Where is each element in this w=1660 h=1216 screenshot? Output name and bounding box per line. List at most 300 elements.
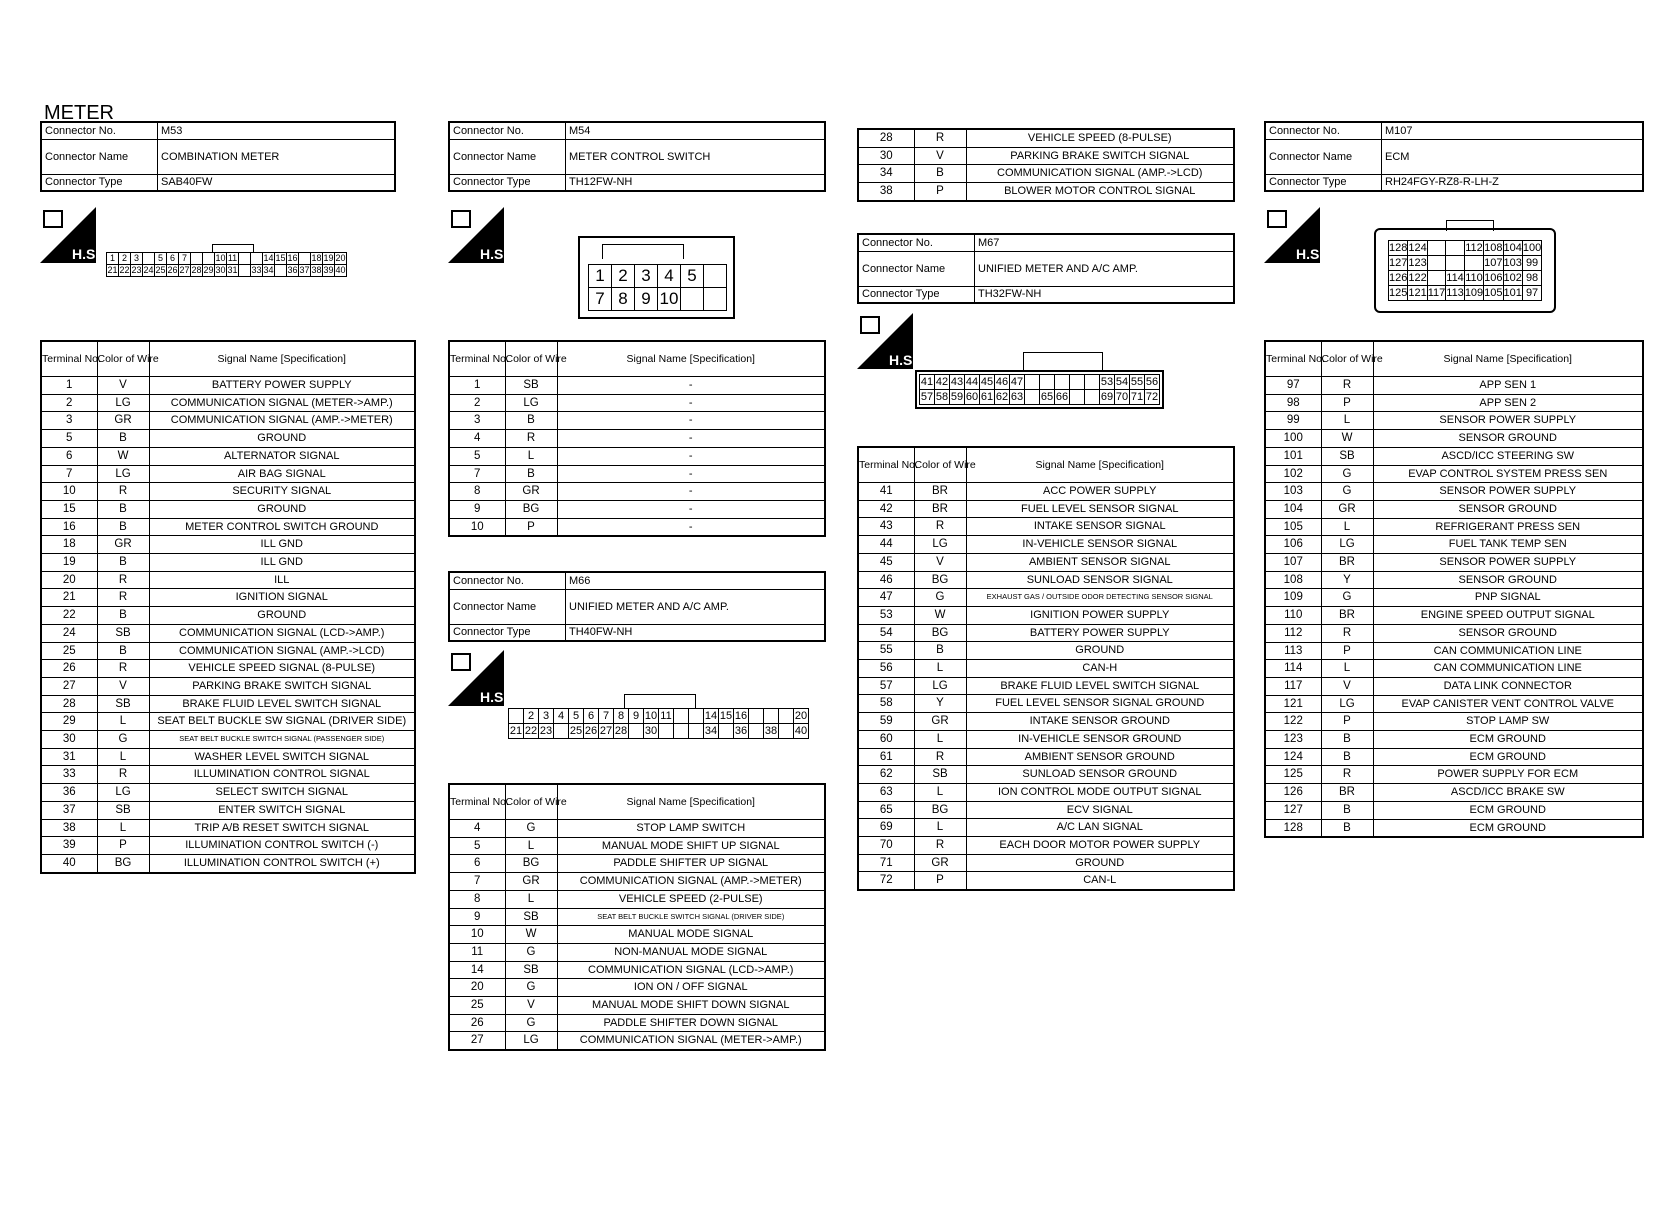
wire-color: V — [505, 997, 557, 1015]
table-row — [449, 447, 825, 465]
wire-color: BG — [505, 500, 557, 518]
pin-cell: 45 — [980, 376, 994, 388]
pin-cell: 27 — [599, 725, 613, 737]
pin-cell: 20 — [335, 253, 346, 263]
table-row — [41, 819, 415, 837]
signal-name: EXHAUST GAS / OUTSIDE ODOR DETECTING SENSOR SIGNAL — [966, 589, 1234, 607]
pin-cell: 8 — [612, 288, 635, 311]
terminal-no: 53 — [858, 606, 914, 624]
pin-cell — [779, 724, 794, 739]
pin-cell — [681, 288, 704, 311]
label-connector-type: Connector Type — [41, 174, 158, 191]
terminal-no: 107 — [1265, 554, 1321, 572]
wire-color: W — [1321, 430, 1373, 448]
pin-cell — [143, 253, 155, 265]
wire-color: B — [97, 642, 149, 660]
terminal-no: 6 — [449, 855, 505, 873]
terminal-no: 99 — [1265, 412, 1321, 430]
signal-name: SENSOR GROUND — [1373, 500, 1643, 518]
signal-name: IN-VEHICLE SENSOR GROUND — [966, 730, 1234, 748]
pin-cell — [1464, 256, 1483, 271]
signal-name: IGNITION SIGNAL — [149, 589, 415, 607]
signal-name: ECV SIGNAL — [966, 801, 1234, 819]
table-row — [858, 660, 1234, 678]
pin-cell: 15 — [275, 253, 286, 263]
wire-color: B — [505, 465, 557, 483]
wire-color: GR — [97, 412, 149, 430]
signal-name: - — [557, 430, 825, 448]
terminal-no: 6 — [41, 447, 97, 465]
signal-name: - — [557, 500, 825, 518]
terminal-no: 56 — [858, 660, 914, 678]
wire-color: G — [505, 979, 557, 997]
terminal-no: 55 — [858, 642, 914, 660]
table-row — [41, 713, 415, 731]
pin-cell: 5 — [681, 265, 704, 288]
table-row — [449, 412, 825, 430]
wire-color: R — [914, 518, 966, 536]
signal-name: FUEL LEVEL SENSOR SIGNAL — [966, 500, 1234, 518]
terminal-no: 22 — [41, 607, 97, 625]
label-connector-name: Connector Name — [41, 139, 158, 174]
wire-color: V — [914, 147, 966, 165]
signal-name: ECM GROUND — [1373, 819, 1643, 837]
terminal-no: 10 — [449, 926, 505, 944]
header-terminal-no: Terminal No. — [449, 784, 505, 820]
pin-cell — [749, 709, 764, 724]
pin-cell — [1446, 256, 1465, 271]
hs-icon — [448, 650, 508, 706]
wire-color: BG — [505, 855, 557, 873]
terminal-no: 19 — [41, 554, 97, 572]
terminal-no: 20 — [41, 571, 97, 589]
pin-cell: 65 — [1040, 391, 1054, 403]
pin-cell: 54 — [1115, 376, 1129, 388]
m54-info — [448, 121, 826, 192]
signal-name: ENTER SWITCH SIGNAL — [149, 801, 415, 819]
m67-info — [857, 233, 1235, 304]
pin-cell: 11 — [660, 710, 672, 722]
table-row — [1265, 784, 1643, 802]
wire-color: SB — [1321, 447, 1373, 465]
pin-cell: 3 — [131, 253, 143, 265]
table-row — [41, 695, 415, 713]
pin-cell — [764, 709, 779, 724]
signal-name: - — [557, 483, 825, 501]
terminal-no: 40 — [41, 854, 97, 872]
table-row — [449, 518, 825, 536]
table-row — [449, 500, 825, 518]
signal-name: VEHICLE SPEED (2-PULSE) — [557, 890, 825, 908]
table-row — [449, 943, 825, 961]
pin-cell: 9 — [635, 288, 658, 311]
wire-color: L — [914, 783, 966, 801]
terminal-no: 63 — [858, 783, 914, 801]
pin-cell — [1070, 375, 1085, 390]
terminal-no: 4 — [449, 820, 505, 838]
terminal-no: 105 — [1265, 518, 1321, 536]
connector-type-value: TH32FW-NH — [975, 286, 1235, 303]
pin-cell — [1427, 241, 1446, 256]
signal-name: ACC POWER SUPPLY — [966, 483, 1234, 501]
wire-color: B — [914, 165, 966, 183]
terminal-no: 25 — [449, 997, 505, 1015]
terminal-no: 109 — [1265, 589, 1321, 607]
signal-name: COMMUNICATION SIGNAL (AMP.->METER) — [149, 412, 415, 430]
wire-color: SB — [97, 695, 149, 713]
signal-name: BLOWER MOTOR CONTROL SIGNAL — [966, 183, 1234, 201]
signal-name: SEAT BELT BUCKLE SWITCH SIGNAL (PASSENGER SIDE) — [149, 731, 415, 749]
wire-color: W — [505, 926, 557, 944]
svg-text:H.S.: H.S. — [889, 352, 917, 368]
table-row — [41, 554, 415, 572]
hs-icon — [857, 313, 917, 369]
signal-name: SENSOR POWER SUPPLY — [1373, 483, 1643, 501]
terminal-no: 33 — [41, 766, 97, 784]
wire-color: L — [97, 748, 149, 766]
terminal-no: 5 — [449, 837, 505, 855]
signal-name: SEAT BELT BUCKLE SWITCH SIGNAL (DRIVER SIDE) — [557, 908, 825, 926]
pin-cell: 117 — [1427, 287, 1446, 299]
wire-color: BR — [914, 483, 966, 501]
table-row — [41, 624, 415, 642]
pin-cell: 125 — [1389, 287, 1408, 299]
pin-cell: 30 — [644, 725, 658, 737]
label-connector-type: Connector Type — [1265, 174, 1382, 191]
table-row — [1265, 412, 1643, 430]
pin-cell: 34 — [704, 725, 718, 737]
pin-cell — [1446, 241, 1465, 256]
signal-name: ILL GND — [149, 536, 415, 554]
signal-name: VEHICLE SPEED (8-PULSE) — [966, 129, 1234, 147]
terminal-no: 28 — [41, 695, 97, 713]
terminal-no: 69 — [858, 819, 914, 837]
pin-cell: 102 — [1503, 272, 1522, 284]
terminal-no: 43 — [858, 518, 914, 536]
pin-cell: 106 — [1484, 272, 1503, 284]
pin-cell: 42 — [935, 376, 949, 388]
pin-cell: 26 — [584, 725, 598, 737]
terminal-no: 7 — [449, 465, 505, 483]
table-row — [858, 183, 1234, 201]
pin-cell: 55 — [1130, 376, 1144, 388]
header-signal-name: Signal Name [Specification] — [557, 341, 825, 377]
signal-name: ILL — [149, 571, 415, 589]
pin-cell: 6 — [167, 253, 179, 265]
terminal-no: 122 — [1265, 713, 1321, 731]
pin-cell — [203, 253, 215, 265]
table-row — [41, 731, 415, 749]
connector-name-value: COMBINATION METER — [158, 139, 396, 174]
wire-color: P — [1321, 642, 1373, 660]
hs-icon — [40, 207, 100, 263]
header-color-of-wire: Color of Wire — [505, 784, 557, 820]
pin-cell: 14 — [704, 710, 718, 722]
signal-name: PADDLE SHIFTER UP SIGNAL — [557, 855, 825, 873]
table-row — [449, 873, 825, 891]
table-row — [41, 660, 415, 678]
wire-color: G — [505, 820, 557, 838]
pin-cell: 1 — [107, 253, 119, 265]
pin-cell: 71 — [1130, 391, 1144, 403]
pin-cell — [239, 265, 251, 277]
signal-name: ECM GROUND — [1373, 731, 1643, 749]
table-row — [41, 377, 415, 395]
signal-name: WASHER LEVEL SWITCH SIGNAL — [149, 748, 415, 766]
pin-cell: 126 — [1389, 272, 1408, 284]
pin-cell: 1 — [589, 265, 612, 288]
table-row — [41, 483, 415, 501]
wire-color: LG — [97, 394, 149, 412]
wire-color: B — [505, 412, 557, 430]
pin-cell: 108 — [1484, 242, 1503, 254]
connector-no-value: M54 — [566, 122, 826, 139]
label-connector-no: Connector No. — [858, 234, 975, 251]
header-terminal-no: Terminal No. — [1265, 341, 1321, 377]
table-row — [1265, 801, 1643, 819]
terminal-no: 15 — [41, 500, 97, 518]
terminal-no: 14 — [449, 961, 505, 979]
m66-continued-table — [857, 128, 1235, 202]
table-row — [449, 961, 825, 979]
m66-connector-face — [508, 708, 809, 739]
m53-connector-face — [106, 252, 347, 277]
pin-cell: 27 — [179, 265, 190, 275]
pin-cell: 127 — [1389, 257, 1408, 269]
signal-name: DATA LINK CONNECTOR — [1373, 677, 1643, 695]
table-row — [1265, 447, 1643, 465]
signal-name: REFRIGERANT PRESS SEN — [1373, 518, 1643, 536]
terminal-no: 7 — [449, 873, 505, 891]
table-row — [41, 854, 415, 872]
table-row — [41, 766, 415, 784]
wire-color: R — [97, 589, 149, 607]
pin-cell — [251, 253, 263, 265]
terminal-no: 1 — [449, 377, 505, 395]
terminal-no: 104 — [1265, 500, 1321, 518]
signal-name: SENSOR POWER SUPPLY — [1373, 412, 1643, 430]
wire-color: LG — [914, 677, 966, 695]
pin-cell: 25 — [569, 725, 583, 737]
wire-color: B — [1321, 748, 1373, 766]
wire-color: GR — [505, 483, 557, 501]
table-row — [449, 430, 825, 448]
pin-cell: 110 — [1465, 272, 1483, 284]
pin-cell: 53 — [1100, 376, 1114, 388]
wire-color: SB — [97, 801, 149, 819]
table-row — [1265, 731, 1643, 749]
table-row — [858, 872, 1234, 890]
pin-cell: 38 — [764, 725, 778, 737]
pin-cell: 2 — [524, 709, 539, 724]
signal-name: SENSOR POWER SUPPLY — [1373, 554, 1643, 572]
table-row — [1265, 394, 1643, 412]
pin-cell: 11 — [227, 253, 238, 263]
pin-cell — [704, 265, 727, 288]
terminal-no: 100 — [1265, 430, 1321, 448]
terminal-no: 110 — [1265, 607, 1321, 625]
terminal-no: 10 — [449, 518, 505, 536]
connector-type-value: TH12FW-NH — [566, 174, 826, 191]
signal-name: PNP SIGNAL — [1373, 589, 1643, 607]
table-row — [41, 837, 415, 855]
header-signal-name: Signal Name [Specification] — [1373, 341, 1643, 377]
wire-color: P — [914, 872, 966, 890]
pin-cell — [1055, 375, 1070, 390]
table-row — [449, 890, 825, 908]
wire-color: R — [1321, 766, 1373, 784]
table-row — [449, 820, 825, 838]
signal-name: EACH DOOR MOTOR POWER SUPPLY — [966, 837, 1234, 855]
signal-name: BRAKE FLUID LEVEL SWITCH SIGNAL — [149, 695, 415, 713]
signal-name: EVAP CONTROL SYSTEM PRESS SEN — [1373, 465, 1643, 483]
signal-name: - — [557, 447, 825, 465]
signal-name: FUEL TANK TEMP SEN — [1373, 536, 1643, 554]
wire-color: B — [97, 500, 149, 518]
signal-name: CAN COMMUNICATION LINE — [1373, 660, 1643, 678]
terminal-no: 98 — [1265, 394, 1321, 412]
terminal-no: 62 — [858, 766, 914, 784]
table-row — [858, 624, 1234, 642]
pin-cell — [674, 724, 689, 739]
wire-color: V — [914, 553, 966, 571]
table-row — [858, 837, 1234, 855]
terminal-no: 18 — [41, 536, 97, 554]
wire-color: P — [97, 837, 149, 855]
label-connector-name: Connector Name — [1265, 139, 1382, 174]
table-row — [41, 465, 415, 483]
pin-cell: 70 — [1115, 391, 1129, 403]
signal-name: ECM GROUND — [1373, 801, 1643, 819]
wire-color: SB — [914, 766, 966, 784]
signal-name: SENSOR GROUND — [1373, 430, 1643, 448]
pin-cell: 62 — [995, 391, 1009, 403]
table-row — [858, 854, 1234, 872]
signal-name: FUEL LEVEL SENSOR SIGNAL GROUND — [966, 695, 1234, 713]
terminal-no: 9 — [449, 908, 505, 926]
wire-color: V — [1321, 677, 1373, 695]
pin-cell: 98 — [1522, 271, 1541, 286]
table-row — [1265, 607, 1643, 625]
header-color-of-wire: Color of Wire — [1321, 341, 1373, 377]
terminal-no: 72 — [858, 872, 914, 890]
terminal-no: 103 — [1265, 483, 1321, 501]
table-row — [858, 801, 1234, 819]
terminal-no: 7 — [41, 465, 97, 483]
table-row — [449, 394, 825, 412]
terminal-no: 102 — [1265, 465, 1321, 483]
terminal-no: 41 — [858, 483, 914, 501]
terminal-no: 26 — [41, 660, 97, 678]
pin-cell: 23 — [131, 265, 142, 275]
table-row — [449, 979, 825, 997]
header-signal-name: Signal Name [Specification] — [557, 784, 825, 820]
terminal-no: 5 — [41, 430, 97, 448]
pin-cell: 43 — [950, 376, 964, 388]
terminal-no: 34 — [858, 165, 914, 183]
table-row — [858, 129, 1234, 147]
table-row — [858, 536, 1234, 554]
signal-name: GROUND — [149, 430, 415, 448]
wire-color: Y — [1321, 571, 1373, 589]
signal-name: GROUND — [966, 642, 1234, 660]
signal-name: INTAKE SENSOR GROUND — [966, 713, 1234, 731]
pin-cell: 128 — [1389, 242, 1408, 254]
label-connector-name: Connector Name — [449, 589, 566, 624]
terminal-no: 5 — [449, 447, 505, 465]
signal-name: A/C LAN SIGNAL — [966, 819, 1234, 837]
pin-cell — [1040, 375, 1055, 390]
terminal-no: 128 — [1265, 819, 1321, 837]
terminal-no: 4 — [449, 430, 505, 448]
terminal-no: 1 — [41, 377, 97, 395]
signal-name: COMMUNICATION SIGNAL (AMP.->METER) — [557, 873, 825, 891]
pin-cell: 2 — [119, 253, 131, 265]
table-row — [1265, 589, 1643, 607]
pin-cell: 100 — [1522, 242, 1542, 254]
pin-cell: 5 — [569, 709, 584, 724]
wire-color: SB — [97, 624, 149, 642]
header-terminal-no: Terminal No. — [41, 341, 97, 377]
signal-name: SENSOR GROUND — [1373, 624, 1643, 642]
table-row — [41, 430, 415, 448]
wire-color: R — [914, 837, 966, 855]
table-row — [41, 536, 415, 554]
pin-cell: 3 — [635, 265, 658, 288]
table-row — [41, 589, 415, 607]
m107-connector-face — [1374, 228, 1556, 313]
terminal-no: 31 — [41, 748, 97, 766]
pin-cell — [1025, 375, 1040, 390]
wire-color: SB — [505, 377, 557, 395]
table-row — [41, 500, 415, 518]
pin-cell: 38 — [311, 265, 322, 275]
wire-color: B — [1321, 801, 1373, 819]
table-row — [41, 412, 415, 430]
pin-cell: 5 — [155, 253, 167, 265]
table-row — [1265, 660, 1643, 678]
terminal-no: 2 — [41, 394, 97, 412]
pin-cell: 10 — [644, 710, 658, 722]
wire-color: L — [505, 890, 557, 908]
pin-cell — [509, 709, 524, 724]
pin-cell — [1025, 390, 1040, 405]
pin-cell — [629, 724, 644, 739]
wire-color: BR — [1321, 554, 1373, 572]
m107-info — [1264, 121, 1644, 192]
pin-cell — [1085, 390, 1100, 405]
terminal-no: 114 — [1265, 660, 1321, 678]
terminal-no: 38 — [41, 819, 97, 837]
signal-name: SENSOR GROUND — [1373, 571, 1643, 589]
pin-cell: 4 — [554, 709, 569, 724]
wire-color: G — [914, 589, 966, 607]
wire-color: LG — [505, 1032, 557, 1050]
pin-cell: 18 — [311, 253, 322, 263]
pin-cell — [1085, 375, 1100, 390]
signal-name: CAN-H — [966, 660, 1234, 678]
wire-color: B — [97, 554, 149, 572]
terminal-no: 125 — [1265, 766, 1321, 784]
terminal-no: 27 — [41, 677, 97, 695]
wire-color: G — [505, 943, 557, 961]
pin-cell: 33 — [251, 265, 262, 275]
terminal-no: 26 — [449, 1014, 505, 1032]
table-row — [41, 642, 415, 660]
pin-cell: 61 — [980, 391, 994, 403]
wire-color: R — [97, 766, 149, 784]
table-row — [449, 855, 825, 873]
